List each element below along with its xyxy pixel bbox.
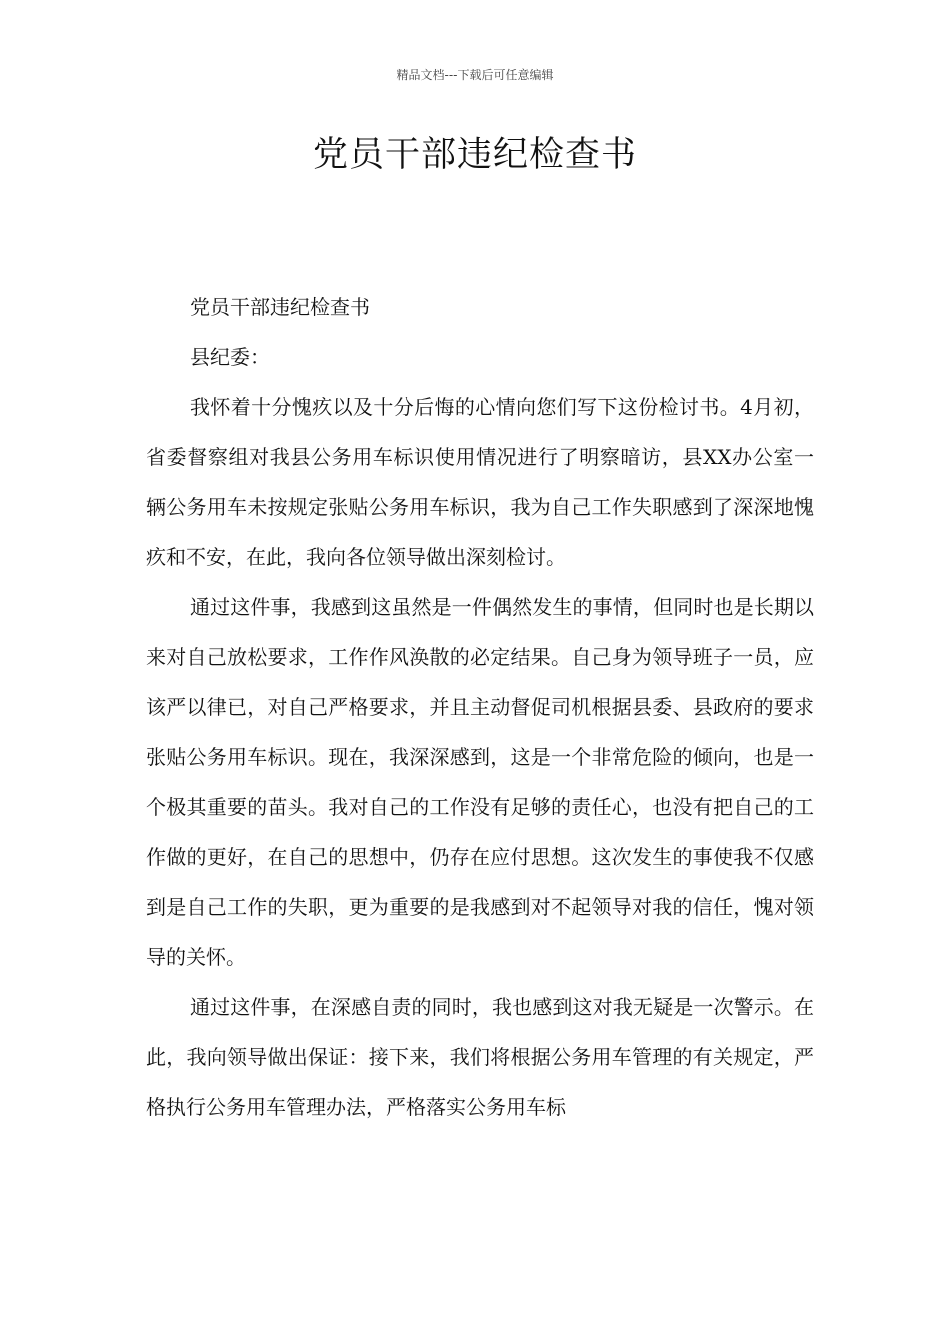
document-title: 党员干部违纪检查书 — [312, 135, 637, 175]
body-paragraph: 我怀着十分愧疚以及十分后悔的心情向您们写下这份检讨书。4月初，省委督察组对我县公务用车标识使用情况进行了明察暗访，县XX办公室一辆公务用车未按规定张贴公务用车标识，我为自己工作失职感到了深深地愧疚和不安，在此，我向各位领导做出深刻检讨。 — [146, 395, 814, 569]
body-subtitle: 党员干部违纪检查书 — [190, 295, 370, 319]
salutation: 县纪委： — [190, 345, 270, 369]
body-paragraph: 通过这件事，在深感自责的同时，我也感到这对我无疑是一次警示。在此，我向领导做出保证：接下来，我们将根据公务用车管理的有关规定，严格执行公务用车管理办法，严格落实公务用车标 — [146, 995, 814, 1119]
document-body — [146, 282, 814, 1132]
body-paragraph: 通过这件事，我感到这虽然是一件偶然发生的事情，但同时也是长期以来对自己放松要求，工作作风涣散的必定结果。自己身为领导班子一员，应该严以律已，对自己严格要求，并且主动督促司机根据县委、县政府的要求张贴公务用车标识。现在，我深深感到，这是一个非常危险的倾向，也是一个极其重要的苗头。我对自己的工作没有足够的责任心，也没有把自己的工作做的更好，在自己的思想中，仍存在应付思想。这次发生的事使我不仅感到是自己工作的失职，更为重要的是我感到对不起领导对我的信任，愧对领导的关怀。 — [146, 595, 814, 969]
header-note: 精品文档---下载后可任意编辑 — [396, 68, 554, 82]
